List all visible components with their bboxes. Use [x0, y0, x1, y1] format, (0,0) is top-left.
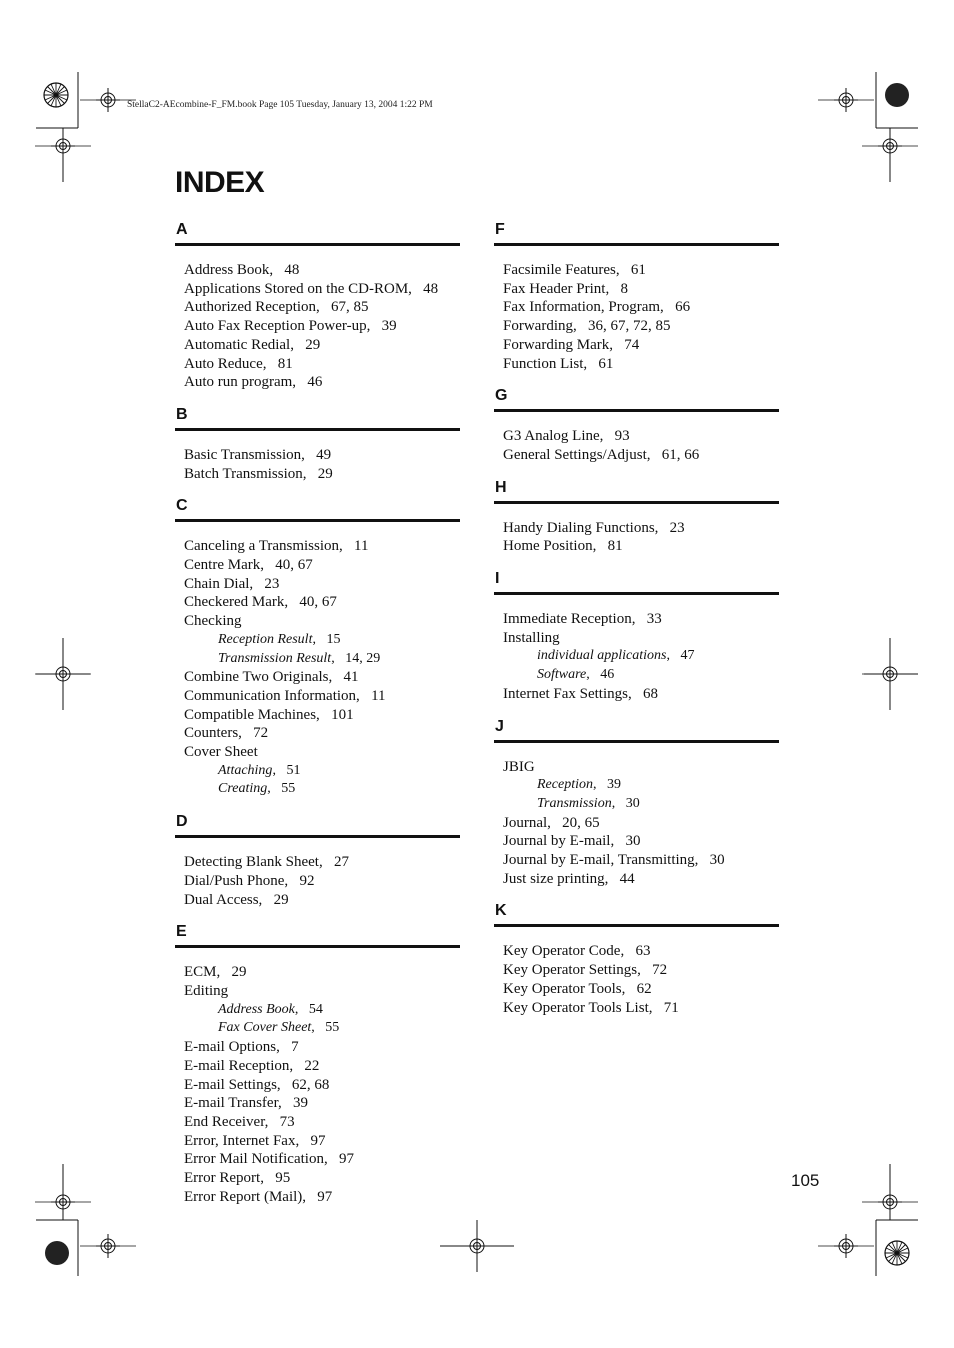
index-entry — [184, 261, 460, 280]
entry-pages[interactable]: 47 — [680, 648, 695, 664]
index-entry — [503, 814, 779, 833]
entry-pages[interactable]: 30 — [625, 795, 640, 811]
entry-pages[interactable]: 46 — [307, 374, 323, 391]
entry-term: Address Book — [218, 1001, 295, 1017]
entry-pages[interactable]: 22 — [304, 1057, 320, 1074]
entry-term: Function List, — [503, 355, 588, 372]
entry-pages[interactable]: 48 — [284, 262, 300, 278]
index-entry — [503, 999, 779, 1018]
entry-pages[interactable]: 27 — [333, 854, 349, 871]
section-letter: B — [175, 405, 460, 431]
index-entry — [184, 336, 460, 355]
index-entry — [503, 980, 779, 999]
entry-term: Compatible Machines, — [184, 706, 320, 723]
entry-pages[interactable]: 36, 67, 72, 85 — [588, 318, 671, 335]
entry-pages[interactable]: 93 — [614, 428, 630, 445]
entry-pages[interactable]: 101 — [331, 706, 354, 723]
entry-term: Creating — [218, 781, 268, 797]
section-letter: G — [494, 386, 779, 412]
entry-term: Key Operator Tools List, — [503, 999, 653, 1016]
entry-term: Chain Dial, — [184, 575, 254, 592]
entry-term: Just size printing, — [503, 870, 609, 887]
entry-pages[interactable]: 62 — [636, 980, 652, 997]
entry-term: Fax Cover Sheet — [218, 1020, 312, 1036]
index-entry — [184, 465, 460, 484]
index-entry — [503, 261, 779, 280]
entry-term: Batch Transmission, — [184, 465, 307, 482]
entry-list — [494, 743, 779, 902]
entry-pages[interactable]: 72 — [253, 725, 269, 742]
entry-term: Dial/Push Phone, — [184, 872, 289, 889]
index-entry — [184, 1113, 460, 1132]
index-entry — [184, 537, 460, 556]
entry-pages[interactable]: 29 — [317, 465, 333, 482]
index-entry — [184, 743, 460, 762]
entry-pages[interactable]: 7 — [291, 1039, 299, 1056]
index-subentry: Reception, 39 — [537, 777, 621, 793]
entry-pages[interactable]: 49 — [316, 446, 332, 463]
entry-pages[interactable]: 48 — [423, 280, 439, 297]
entry-term: Auto Reduce, — [184, 355, 267, 372]
entry-term: Canceling a Transmission, — [184, 538, 343, 555]
section-letter: J — [494, 717, 779, 743]
index-entry — [503, 758, 779, 777]
entry-pages[interactable]: 40, 67 — [299, 594, 337, 611]
entry-term: ECM, — [184, 964, 221, 981]
page-title: INDEX — [175, 166, 265, 199]
section-letter: F — [494, 220, 779, 246]
entry-term: Journal, — [503, 814, 551, 831]
entry-term: Counters, — [184, 725, 242, 742]
index-section-d — [175, 812, 460, 922]
entry-term: Auto Fax Reception Power-up, — [184, 318, 371, 335]
entry-pages[interactable]: 97 — [317, 1188, 333, 1205]
index-entry — [184, 1150, 460, 1169]
entry-term: E-mail Settings, — [184, 1076, 281, 1093]
index-entry — [503, 629, 779, 648]
entry-term: General Settings/Adjust, — [503, 446, 651, 463]
print-header-info: StellaC2-AEcombine-F_FM.book Page 105 Tuesday, January 13, 2004 1:22 PM — [127, 100, 433, 110]
entry-pages[interactable]: 20, 65 — [562, 814, 600, 831]
entry-term: E-mail Options, — [184, 1039, 280, 1056]
section-letter: A — [175, 220, 460, 246]
index-entry — [184, 872, 460, 891]
entry-pages[interactable]: 54 — [308, 1001, 323, 1017]
entry-pages[interactable]: 29 — [305, 336, 321, 353]
index-entry — [184, 1057, 460, 1076]
entry-term: Fax Information, Program, — [503, 299, 664, 316]
entry-term: Fax Header Print, — [503, 280, 610, 297]
entry-term: Reception Result — [218, 631, 313, 647]
index-entry — [503, 446, 779, 465]
index-entry — [184, 963, 460, 982]
entry-list — [494, 412, 779, 477]
entry-pages[interactable]: 23 — [669, 519, 685, 536]
index-entry — [184, 853, 460, 872]
entry-term: Applications Stored on the CD-ROM, — [184, 280, 412, 297]
index-entry — [184, 280, 460, 299]
entry-list — [175, 246, 460, 405]
entry-pages[interactable]: 30 — [625, 833, 641, 850]
entry-term: Forwarding Mark, — [503, 336, 613, 353]
entry-term: Editing — [184, 982, 229, 999]
index-entry — [184, 982, 460, 1001]
index-entry — [184, 373, 460, 392]
entry-term: Communication Information, — [184, 687, 360, 704]
section-letter: K — [494, 901, 779, 927]
section-letter: D — [175, 812, 460, 838]
index-subentry: Transmission, 30 — [537, 795, 640, 811]
index-section-e — [175, 922, 460, 1219]
entry-term: JBIG — [503, 758, 535, 775]
index-section-k — [494, 901, 779, 1030]
index-entry — [503, 942, 779, 961]
entry-term: Dual Access, — [184, 891, 263, 908]
index-entry — [184, 668, 460, 687]
entry-pages[interactable]: 67, 85 — [331, 299, 369, 316]
entry-pages[interactable]: 15 — [326, 631, 341, 647]
entry-pages[interactable]: 11 — [354, 538, 369, 555]
entry-list — [175, 838, 460, 922]
index-subentry: Reception Result, 15 — [218, 631, 341, 647]
entry-term: Combine Two Originals, — [184, 669, 333, 686]
index-entry — [184, 355, 460, 374]
entry-term: Error, Internet Fax, — [184, 1132, 300, 1149]
entry-term: End Receiver, — [184, 1113, 269, 1130]
entry-term: Journal by E-mail, — [503, 833, 615, 850]
entry-pages[interactable]: 95 — [275, 1170, 291, 1187]
entry-term: Handy Dialing Functions, — [503, 519, 659, 536]
entry-term: Home Position, — [503, 538, 597, 555]
entry-list — [494, 246, 779, 386]
entry-list — [494, 927, 779, 1030]
entry-list — [175, 948, 460, 1219]
index-entry — [184, 1188, 460, 1207]
index-entry — [184, 1132, 460, 1151]
entry-pages[interactable]: 41 — [343, 669, 359, 686]
index-entry — [503, 317, 779, 336]
entry-term: Cover Sheet — [184, 744, 258, 761]
index-entry — [184, 575, 460, 594]
entry-pages[interactable]: 40, 67 — [275, 557, 313, 574]
page-number: 105 — [791, 1171, 820, 1190]
entry-pages[interactable]: 68 — [642, 685, 658, 702]
entry-term: Error Mail Notification, — [184, 1151, 328, 1168]
entry-term: Facsimile Features, — [503, 262, 620, 278]
index-section-i — [494, 569, 779, 717]
entry-list — [494, 595, 779, 717]
index-subentry: Software, 46 — [537, 667, 615, 683]
entry-term: Installing — [503, 629, 560, 646]
entry-pages[interactable]: 55 — [325, 1020, 340, 1036]
starburst-icon — [44, 83, 68, 107]
entry-pages[interactable]: 97 — [338, 1151, 354, 1168]
entry-pages[interactable]: 73 — [279, 1113, 295, 1130]
entry-pages[interactable]: 74 — [624, 336, 640, 353]
index-entry — [184, 724, 460, 743]
index-subentry: Address Book, 54 — [218, 1001, 323, 1017]
entry-term: Address Book, — [184, 262, 274, 278]
section-letter: I — [494, 569, 779, 595]
entry-pages[interactable]: 61 — [598, 355, 614, 372]
entry-term: Transmission Result — [218, 650, 332, 666]
entry-term: E-mail Reception, — [184, 1057, 294, 1074]
index-entry — [184, 593, 460, 612]
entry-term: Key Operator Tools, — [503, 980, 626, 997]
index-entry — [184, 1076, 460, 1095]
entry-list — [494, 504, 779, 569]
entry-term: Key Operator Settings, — [503, 962, 641, 979]
index-entry — [184, 1169, 460, 1188]
entry-term: Centre Mark, — [184, 557, 264, 574]
index-section-h — [494, 478, 779, 569]
entry-pages[interactable]: 46 — [600, 667, 615, 683]
index-entry — [503, 870, 779, 889]
index-subentry: Fax Cover Sheet, 55 — [218, 1020, 340, 1036]
entry-term: Journal by E-mail, Transmitting, — [503, 852, 699, 869]
index-section-g — [494, 386, 779, 477]
index-subentry: Creating, 55 — [218, 781, 296, 797]
entry-pages[interactable]: 97 — [310, 1132, 326, 1149]
entry-pages[interactable]: 72 — [652, 962, 668, 979]
index-entry — [503, 685, 779, 704]
entry-term: Error Report (Mail), — [184, 1188, 307, 1205]
entry-pages[interactable]: 39 — [292, 1095, 308, 1112]
entry-pages[interactable]: 61, 66 — [661, 446, 700, 463]
index-entry — [503, 537, 779, 556]
entry-term: individual applications — [537, 648, 667, 664]
index-entry — [503, 355, 779, 374]
index-section-f — [494, 220, 779, 386]
entry-term: Forwarding, — [503, 318, 577, 335]
index-entry — [184, 317, 460, 336]
index-section-j — [494, 717, 779, 902]
section-letter: C — [175, 496, 460, 522]
entry-pages[interactable]: 39 — [381, 318, 397, 335]
index-subentry: Attaching, 51 — [218, 762, 301, 778]
index-entry — [503, 280, 779, 299]
entry-term: Immediate Reception, — [503, 611, 636, 628]
entry-pages[interactable]: 44 — [619, 870, 635, 887]
index-entry — [503, 336, 779, 355]
entry-pages[interactable]: 11 — [371, 687, 386, 704]
entry-term: Detecting Blank Sheet, — [184, 854, 323, 871]
entry-pages[interactable]: 29 — [231, 964, 247, 981]
entry-term: Key Operator Code, — [503, 943, 625, 960]
entry-term: Transmission — [537, 795, 612, 811]
index-entry — [184, 556, 460, 575]
index-entry — [503, 851, 779, 870]
entry-pages[interactable]: 23 — [264, 575, 280, 592]
index-entry — [503, 519, 779, 538]
section-letter: E — [175, 922, 460, 948]
index-entry — [184, 1094, 460, 1113]
section-letter: H — [494, 478, 779, 504]
index-entry — [503, 427, 779, 446]
index-entry — [184, 298, 460, 317]
entry-term: E-mail Transfer, — [184, 1095, 282, 1112]
entry-pages[interactable]: 81 — [277, 355, 293, 372]
index-entry — [503, 832, 779, 851]
entry-pages[interactable]: 51 — [286, 762, 301, 778]
entry-pages[interactable]: 55 — [281, 781, 296, 797]
index-entry — [503, 961, 779, 980]
entry-pages[interactable]: 39 — [606, 777, 621, 793]
entry-term: Authorized Reception, — [184, 299, 320, 316]
entry-term: Error Report, — [184, 1170, 264, 1187]
entry-term: Attaching — [218, 762, 273, 778]
entry-pages[interactable]: 29 — [273, 891, 289, 908]
index-section-a — [175, 220, 460, 405]
index-subentry: Transmission Result, 14, 29 — [218, 650, 381, 666]
entry-list — [175, 431, 460, 496]
index-entry — [503, 298, 779, 317]
index-column-right — [494, 220, 779, 1030]
index-column-left — [175, 220, 460, 1219]
entry-term: Checkered Mark, — [184, 594, 289, 611]
entry-pages[interactable]: 63 — [635, 943, 651, 960]
entry-term: G3 Analog Line, — [503, 428, 604, 445]
index-entry — [503, 610, 779, 629]
index-entry — [184, 706, 460, 725]
index-entry — [184, 687, 460, 706]
entry-pages[interactable]: 8 — [620, 280, 628, 297]
index-section-b — [175, 405, 460, 496]
entry-pages[interactable]: 62, 68 — [291, 1076, 330, 1093]
index-entry — [184, 1038, 460, 1057]
entry-pages[interactable]: 33 — [646, 611, 662, 628]
entry-pages[interactable]: 92 — [299, 872, 315, 889]
index-entry — [184, 891, 460, 910]
entry-pages[interactable]: 71 — [663, 999, 679, 1016]
index-entry — [184, 446, 460, 465]
index-entry — [184, 612, 460, 631]
entry-list — [175, 522, 460, 812]
index-section-c — [175, 496, 460, 812]
entry-term: Checking — [184, 613, 242, 630]
entry-pages[interactable]: 66 — [675, 299, 691, 316]
entry-term: Reception — [537, 777, 593, 793]
entry-term: Basic Transmission, — [184, 446, 305, 463]
index-subentry: individual applications, 47 — [537, 648, 695, 664]
entry-term: Auto run program, — [184, 374, 297, 391]
entry-pages[interactable]: 61 — [630, 262, 646, 278]
entry-term: Internet Fax Settings, — [503, 685, 632, 702]
entry-term: Automatic Redial, — [184, 336, 294, 353]
entry-pages[interactable]: 30 — [709, 852, 725, 869]
entry-pages[interactable]: 14, 29 — [345, 650, 381, 666]
entry-term: Software — [537, 667, 587, 683]
entry-pages[interactable]: 81 — [607, 538, 623, 555]
